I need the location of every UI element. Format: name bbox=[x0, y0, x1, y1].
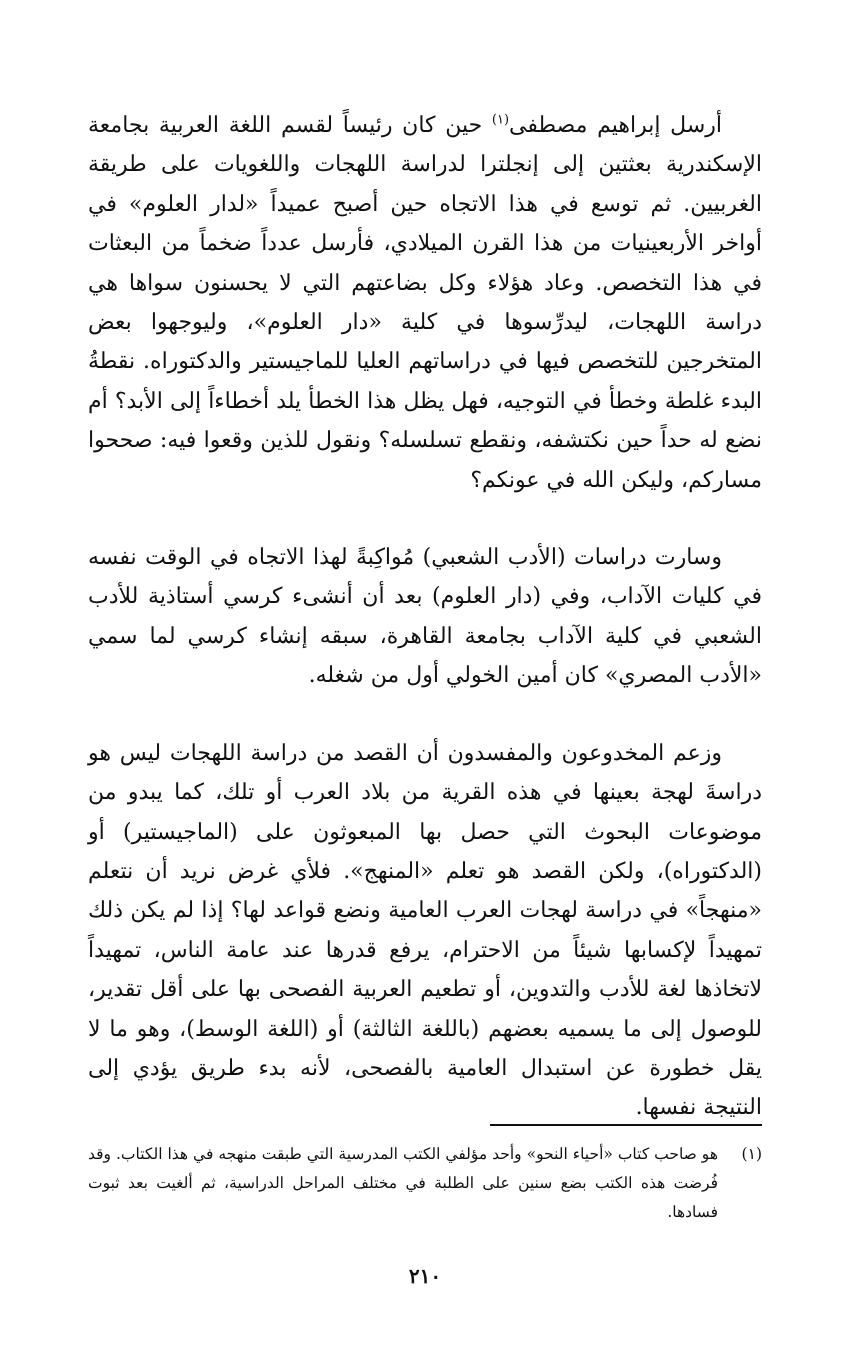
main-text bbox=[88, 106, 762, 1128]
paragraph-1 bbox=[88, 106, 762, 500]
paragraph-1-body: حين كان رئيساً لقسم اللغة العربية بجامعة الإسكندرية بعثتين إلى إنجلترا لدراسة اللهجات واللغويات على طريقة الغربيين. ثم توسع في هذا الاتجاه حين أصبح عميداً «لدار العلوم» في أواخر الأربعينيات من هذا القرن الميلادي، فأرسل عدداً ضخماً من البعثات في هذا التخصص. وعاد هؤلاء وكل بضاعتهم التي لا يحسنون سواها هي دراسة اللهجات، ليدرِّسوها في كلية «دار العلوم»، وليوجهوا بعض المتخرجين للتخصص فيها في دراساتهم العليا للماجيستير والدكتوراه. نقطةُ البدء غلطة وخطأ في التوجيه، فهل يظل هذا الخطأ يلد أخطاءاً إلى الأبد؟ أم نضع له حداً حين نكتشفه، ونقطع تسلسله؟ ونقول للذين وقعوا فيه: صححوا مساركم، وليكن الله في عونكم؟ bbox=[88, 113, 762, 493]
page-number: ٢١٠ bbox=[408, 1264, 442, 1288]
footnote-marker: (١) bbox=[741, 1145, 762, 1163]
footnote-divider bbox=[490, 1124, 762, 1126]
footnote bbox=[88, 1140, 762, 1227]
paragraph-2: وسارت دراسات (الأدب الشعبي) مُواكِبةً لهذا الاتجاه في الوقت نفسه في كليات الآداب، وفي (دار العلوم) بعد أن أنشىء كرسي أستاذية للأدب الشعبي في كلية الآداب بجامعة القاهرة، سبقه إنشاء كرسي لما سمي «الأدب المصري» كان أمين الخولي أول من شغله. bbox=[88, 545, 763, 689]
footnote-reference[interactable]: (١) bbox=[491, 112, 510, 128]
footnote-text: هو صاحب كتاب «أحياء النحو» وأحد مؤلفي الكتب المدرسية التي طبقت منهجه في هذا الكتاب. وقد فُرضت هذه الكتب بضع سنين على الطلبة في مختلف المراحل الدراسية، ثم ألغيت بعد ثبوت فسادها. bbox=[88, 1145, 718, 1221]
paragraph-1-opening: أرسل إبراهيم مصطفى bbox=[509, 113, 723, 138]
paragraph-3: وزعم المخدوعون والمفسدون أن القصد من دراسة اللهجات ليس هو دراسةَ لهجة بعينها في هذه القرية من بلاد العرب أو تلك، كما يبدو من موضوعات البحوث التي حصل بها المبعوثون على (الماجيستير) أو (الدكتوراه)، ولكن القصد هو تعلم «المنهج». فلأي غرض نريد أن نتعلم «منهجاً» في دراسة لهجات العرب العامية ونضع قواعد لها؟ إذا لم يكن ذلك تمهيداً لإكسابها شيئاً من الاحترام، يرفع قدرها عند عامة الناس، تمهيداً لاتخاذها لغة للأدب والتدوين، أو تطعيم العربية الفصحى بها على أقل تقدير، للوصول إلى ما يسميه بعضهم (باللغة الثالثة) أو (اللغة الوسط)، وهو ما لا يقل خطورة عن استبدال العامية بالفصحى، لأنه بدء طريق يؤدي إلى النتيجة نفسها. bbox=[88, 740, 762, 1121]
